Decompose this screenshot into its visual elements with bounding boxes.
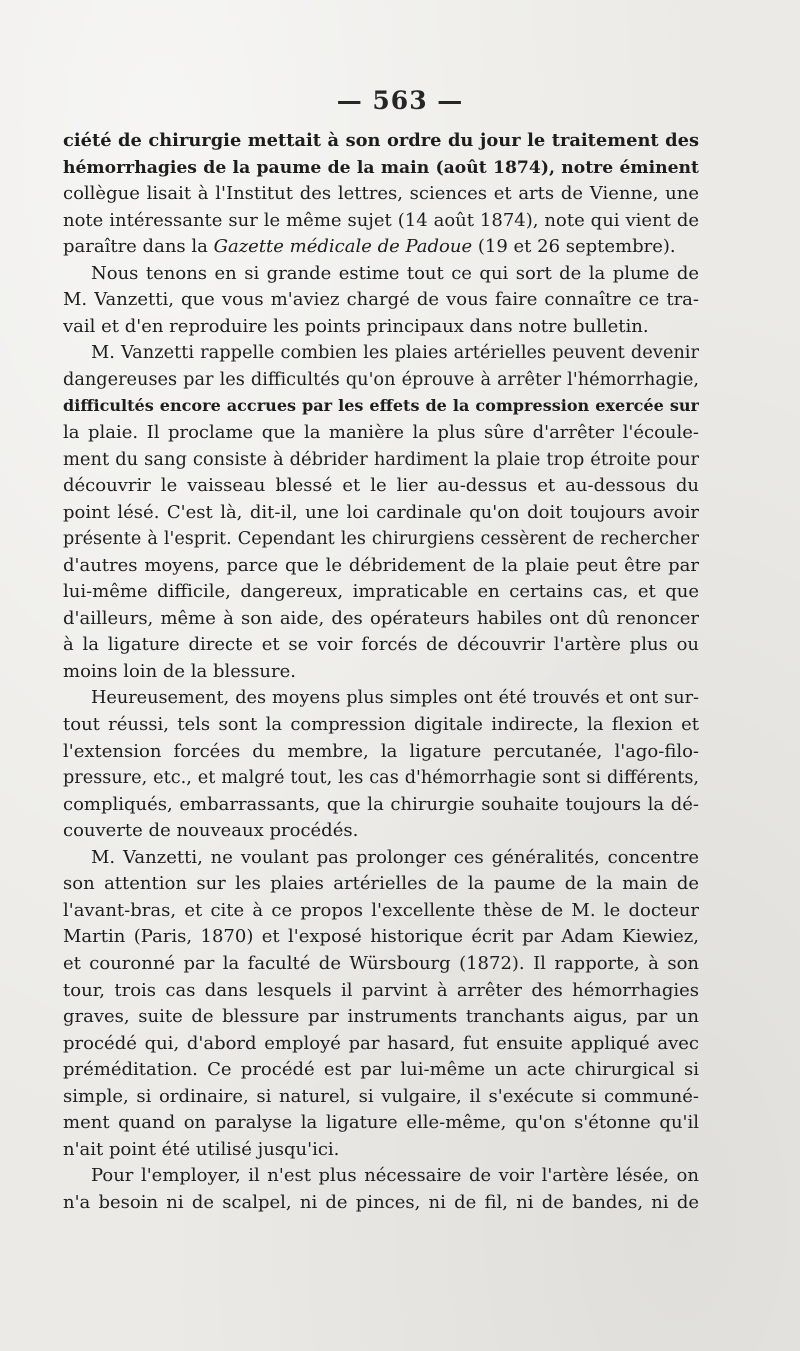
text-line: procédé qui, d'abord employé par hasard, fut ensuite appliqué avec <box>63 1032 699 1054</box>
text-line: à la ligature directe et se voir forcés de découvrir l'artère plus ou <box>63 634 699 656</box>
body-text <box>63 128 699 1216</box>
text-line: couverte de nouveaux procédés. <box>63 820 359 842</box>
text-line: difficultés encore accrues par les effets de la compression exercée sur <box>63 396 699 416</box>
text-line: Martin (Paris, 1870) et l'exposé historique écrit par Adam Kiewiez, <box>63 926 699 948</box>
text-line: vail et d'en reproduire les points principaux dans notre bulletin. <box>63 315 649 337</box>
text-line: tour, trois cas dans lesquels il parvint à arrêter des hémorrhagies <box>63 979 699 1001</box>
text-line: pressure, etc., et malgré tout, les cas d'hémorrhagie sont si différents, <box>63 768 699 789</box>
text-line: point lésé. C'est là, dit-il, une loi cardinale qu'on doit toujours avoir <box>63 501 699 523</box>
text-line: compliqués, embarrassants, que la chirurgie souhaite toujours la dé- <box>63 793 699 815</box>
text-line: préméditation. Ce procédé est par lui-même un acte chirurgical si <box>63 1059 699 1081</box>
text-line: simple, si ordinaire, si naturel, si vulgaire, il s'exécute si communé- <box>63 1085 699 1107</box>
text-line: d'autres moyens, parce que le débridement de la plaie peut être par <box>63 554 699 576</box>
text-line: tout réussi, tels sont la compression digitale indirecte, la flexion et <box>63 714 699 736</box>
text-line: n'a besoin ni de scalpel, ni de pinces, ni de fil, ni de bandes, ni de <box>63 1191 699 1213</box>
text-line: Nous tenons en si grande estime tout ce qui sort de la plume de <box>91 262 699 284</box>
text-line: la plaie. Il proclame que la manière la plus sûre d'arrêter l'écoule- <box>63 422 699 444</box>
text-line: Pour l'employer, il n'est plus nécessaire de voir l'artère lésée, on <box>91 1165 699 1187</box>
text-line: ciété de chirurgie mettait à son ordre du jour le traitement des <box>63 130 699 151</box>
text-line: découvrir le vaisseau blessé et le lier au-dessus et au-dessous du <box>63 475 699 497</box>
text-line: l'avant-bras, et cite à ce propos l'excellente thèse de M. le docteur <box>63 899 699 921</box>
text-line: graves, suite de blessure par instruments tranchants aigus, par un <box>63 1006 699 1028</box>
text-line: moins loin de la blessure. <box>63 660 296 682</box>
text-line: ment du sang consiste à débrider hardiment la plaie trop étroite pour <box>63 448 699 470</box>
page-number: — 563 — <box>336 86 464 115</box>
text-line <box>63 234 699 261</box>
text-line: Heureusement, des moyens plus simples ont été trouvés et ont sur- <box>91 688 699 709</box>
text-line: M. Vanzetti, ne voulant pas prolonger ces généralités, concentre <box>91 846 699 868</box>
text-line: lui-même difficile, dangereux, impraticable en certains cas, et que <box>63 581 699 603</box>
text-line: n'ait point été utilisé jusqu'ici. <box>63 1138 340 1160</box>
text-line: l'extension forcées du membre, la ligature percutanée, l'ago-filo- <box>63 740 699 762</box>
text-line: présente à l'esprit. Cependant les chirurgiens cessèrent de rechercher <box>63 529 699 550</box>
text-line: ment quand on paralyse la ligature elle-même, qu'on s'étonne qu'il <box>63 1112 699 1134</box>
journal-title: Gazette médicale de Padoue <box>213 236 473 258</box>
text-line: dangereuses par les difficultés qu'on éprouve à arrêter l'hémorrhagie, <box>63 369 699 390</box>
text-line: note intéressante sur le même sujet (14 août 1874), note qui vient de <box>63 209 699 231</box>
text-line: d'ailleurs, même à son aide, des opérateurs habiles ont dû renoncer <box>63 607 699 629</box>
text-segment: paraître dans la <box>63 236 214 258</box>
text-line: M. Vanzetti rappelle combien les plaies artérielles peuvent devenir <box>91 342 699 364</box>
text-line: son attention sur les plaies artérielles de la paume de la main de <box>63 873 699 895</box>
text-line: hémorrhagies de la paume de la main (août 1874), notre éminent <box>63 157 699 178</box>
text-line: et couronné par la faculté de Würsbourg (1872). Il rapporte, à son <box>63 952 699 974</box>
text-segment: (19 et 26 septembre). <box>472 236 676 258</box>
text-line: collègue lisait à l'Institut des lettres, sciences et arts de Vienne, une <box>63 183 699 205</box>
text-line: M. Vanzetti, que vous m'aviez chargé de vous faire connaître ce tra- <box>63 289 699 311</box>
